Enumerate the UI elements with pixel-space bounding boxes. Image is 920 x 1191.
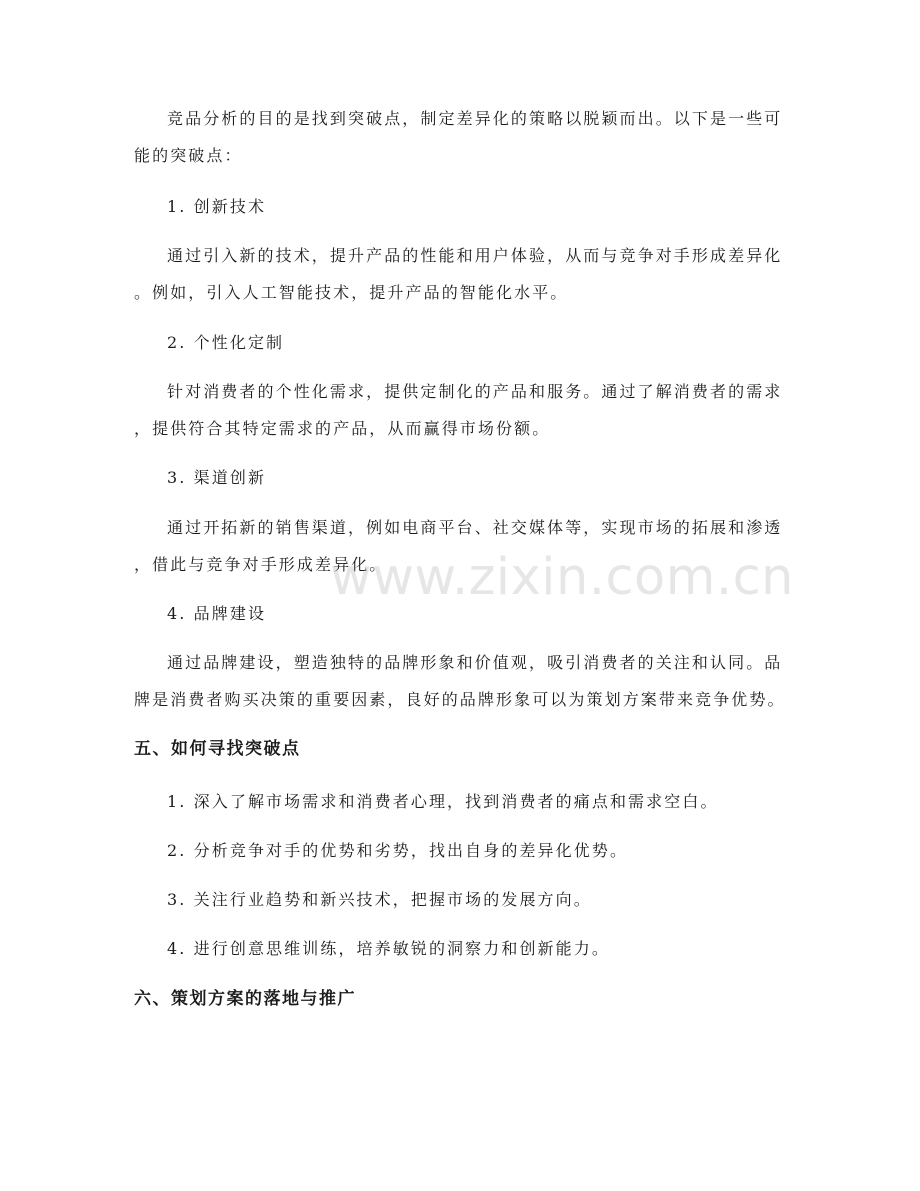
item4-title: 4. 品牌建设 (167, 604, 267, 623)
section5-list-item: 1. 深入了解市场需求和消费者心理，找到消费者的痛点和需求空白。 (167, 792, 719, 811)
item1-paragraph-line-1: 通过引入新的技术，提升产品的性能和用户体验，从而与竞争对手形成差异化 (167, 246, 783, 265)
item1-paragraph-line-2: 。例如，引入人工智能技术，提升产品的智能化水平。 (134, 283, 569, 302)
item2-title: 2. 个性化定制 (167, 333, 285, 352)
item1-title: 1. 创新技术 (167, 197, 267, 216)
item2-paragraph-line-1: 针对消费者的个性化需求，提供定制化的产品和服务。通过了解消费者的需求 (167, 382, 783, 401)
watermark-text: www.zixin.com.cn (330, 548, 794, 607)
intro-paragraph-line-2: 能的突破点： (134, 146, 243, 165)
section5-list-item: 3. 关注行业趋势和新兴技术，把握市场的发展方向。 (167, 890, 592, 909)
intro-paragraph-line-1: 竞品分析的目的是找到突破点，制定差异化的策略以脱颖而出。以下是一些可 (167, 109, 783, 128)
section5-list-item: 4. 进行创意思维训练，培养敏锐的洞察力和创新能力。 (167, 939, 610, 958)
item4-paragraph-line-1: 通过品牌建设，塑造独特的品牌形象和价值观，吸引消费者的关注和认同。品 (167, 653, 783, 672)
item3-paragraph-line-1: 通过开拓新的销售渠道，例如电商平台、社交媒体等，实现市场的拓展和渗透 (167, 518, 783, 537)
item3-title: 3. 渠道创新 (167, 468, 267, 487)
section5-list-item: 2. 分析竞争对手的优势和劣势，找出自身的差异化优势。 (167, 841, 629, 860)
item3-paragraph-line-2: ，借此与竞争对手形成差异化。 (134, 555, 388, 574)
item2-paragraph-line-2: ，提供符合其特定需求的产品，从而赢得市场份额。 (134, 419, 551, 438)
item4-paragraph-line-2: 牌是消费者购买决策的重要因素，良好的品牌形象可以为策划方案带来竞争优势。 (134, 690, 786, 709)
section5-heading: 五、如何寻找突破点 (134, 739, 301, 759)
section6-heading: 六、策划方案的落地与推广 (134, 989, 356, 1009)
